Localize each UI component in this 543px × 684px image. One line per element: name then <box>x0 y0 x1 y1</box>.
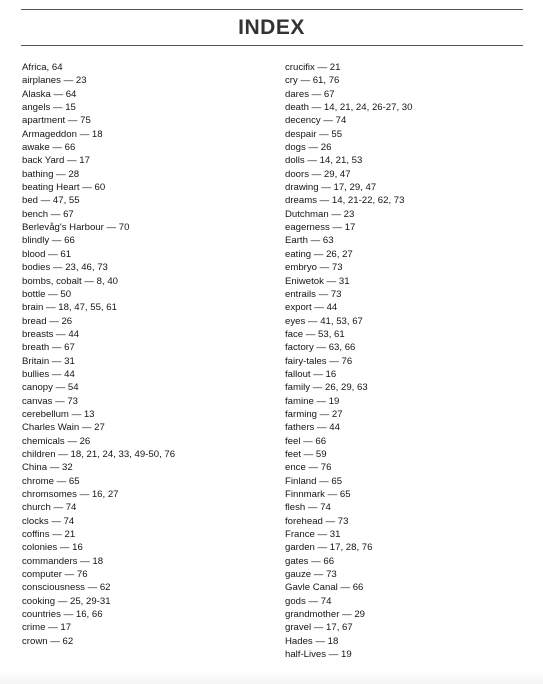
page-title: INDEX <box>238 16 305 39</box>
index-entry: family — 26, 29, 63 <box>285 382 368 394</box>
index-entry: computer — 76 <box>22 569 88 581</box>
index-entry: Eniwetok — 31 <box>285 275 350 287</box>
index-entry: dolls — 14, 21, 53 <box>285 155 363 167</box>
index-entry: crown — 62 <box>22 635 74 647</box>
index-entry: Hades — 18 <box>285 635 339 647</box>
index-entry: crucifix — 21 <box>285 62 341 73</box>
index-entry: clocks — 74 <box>22 515 75 527</box>
index-entry: doors — 29, 47 <box>285 168 351 180</box>
index-entry: dreams — 14, 21-22, 62, 73 <box>285 195 405 207</box>
index-entry: France — 31 <box>285 529 341 541</box>
index-entry: breath — 67 <box>22 342 75 354</box>
index-entry: bed — 47, 55 <box>22 195 80 207</box>
index-entry: church — 74 <box>22 502 77 514</box>
index-entry: grandmother — 29 <box>285 609 365 621</box>
index-entry: coffins — 21 <box>22 529 76 541</box>
index-entry: children — 18, 21, 24, 33, 49-50, 76 <box>22 448 176 460</box>
index-entry: colonies — 16 <box>22 542 83 554</box>
index-entry: bench — 67 <box>22 208 74 220</box>
index-entry: Charles Wain — 27 <box>22 422 105 434</box>
index-entry: entrails — 73 <box>285 288 342 300</box>
index-entry: cerebellum — 13 <box>22 408 95 420</box>
index-entry: gods — 74 <box>285 595 332 607</box>
index-entry: factory — 63, 66 <box>285 342 356 354</box>
index-entry: China — 32 <box>22 462 73 474</box>
index-entry: chromsomes — 16, 27 <box>22 489 119 500</box>
index-entry: breasts — 44 <box>22 328 80 340</box>
top-divider <box>21 9 523 10</box>
index-entry: bodies — 23, 46, 73 <box>22 262 108 274</box>
index-entry: Britain — 31 <box>22 355 75 367</box>
index-entry: decency — 74 <box>285 115 347 127</box>
index-entry: eyes — 41, 53, 67 <box>285 315 363 327</box>
index-entry: airplanes — 23 <box>22 75 87 87</box>
index-entry: Berlevåg's Harbour — 70 <box>22 222 130 234</box>
index-entry: farming — 27 <box>285 408 343 420</box>
index-entry: chrome — 65 <box>22 475 80 487</box>
title-divider <box>21 45 523 46</box>
index-entry: commanders — 18 <box>22 555 104 567</box>
index-entry: fallout — 16 <box>285 368 337 380</box>
index-entry: bread — 26 <box>22 315 73 327</box>
index-entry: death — 14, 21, 24, 26-27, 30 <box>285 102 413 114</box>
index-entry: chemicals — 26 <box>22 435 91 447</box>
index-entry: cooking — 25, 29-31 <box>22 595 111 607</box>
index-entry: drawing — 17, 29, 47 <box>285 182 377 194</box>
index-entry: crime — 17 <box>22 622 72 634</box>
index-entry: bombs, cobalt — 8, 40 <box>22 275 118 287</box>
index-entry: bullies — 44 <box>22 368 75 380</box>
index-entry: bathing — 28 <box>22 168 80 180</box>
index-column-right <box>285 61 525 661</box>
index-entry: angels — 15 <box>22 102 76 114</box>
index-entry: export — 44 <box>285 302 338 314</box>
index-entry: gravel — 17, 67 <box>285 622 353 634</box>
index-column-left <box>22 61 272 648</box>
index-entry: fathers — 44 <box>285 422 340 434</box>
index-entry: blood — 61 <box>22 248 72 260</box>
index-entry: Africa, 64 <box>22 62 63 73</box>
index-entry: beating Heart — 60 <box>22 182 106 194</box>
index-entry: countries — 16, 66 <box>22 609 103 621</box>
index-entry: fairy-tales — 76 <box>285 355 353 367</box>
index-entry: Alaska — 64 <box>22 88 77 100</box>
index-entry: awake — 66 <box>22 142 76 154</box>
index-entry: bottle — 50 <box>22 288 72 300</box>
index-entry: cry — 61, 76 <box>285 75 340 87</box>
index-entry: famine — 19 <box>285 395 340 407</box>
index-entry: Dutchman — 23 <box>285 208 355 220</box>
index-entry: apartment — 75 <box>22 115 91 127</box>
index-entry: half-Lives — 19 <box>285 649 352 661</box>
index-entry: gauze — 73 <box>285 569 337 581</box>
index-entry: forehead — 73 <box>285 515 349 527</box>
index-entry: garden — 17, 28, 76 <box>285 542 373 554</box>
page-bottom-shade <box>0 670 543 684</box>
index-entry: eating — 26, 27 <box>285 248 353 260</box>
index-entry: ence — 76 <box>285 462 332 474</box>
index-entry: canvas — 73 <box>22 395 78 407</box>
index-entry: Gavle Canal — 66 <box>285 582 364 594</box>
index-entry: back Yard — 17 <box>22 155 90 167</box>
index-entry: Armageddon — 18 <box>22 128 103 140</box>
index-entry: dares — 67 <box>285 88 335 100</box>
index-entry: Finnmark — 65 <box>285 489 351 500</box>
index-entry: feel — 66 <box>285 435 327 447</box>
index-entry: flesh — 74 <box>285 502 331 514</box>
index-entry: canopy — 54 <box>22 382 79 394</box>
index-entry: despair — 55 <box>285 128 343 140</box>
index-entry: embryo — 73 <box>285 262 343 274</box>
index-entry: brain — 18, 47, 55, 61 <box>22 302 117 314</box>
index-entry: Finland — 65 <box>285 475 343 487</box>
index-entry: feet — 59 <box>285 448 327 460</box>
index-entry: gates — 66 <box>285 555 335 567</box>
index-entry: eagerness — 17 <box>285 222 356 234</box>
index-entry: blindly — 66 <box>22 235 75 247</box>
index-entry: dogs — 26 <box>285 142 332 154</box>
index-entry: consciousness — 62 <box>22 582 111 594</box>
index-entry: Earth — 63 <box>285 235 334 247</box>
index-entry: face — 53, 61 <box>285 328 345 340</box>
